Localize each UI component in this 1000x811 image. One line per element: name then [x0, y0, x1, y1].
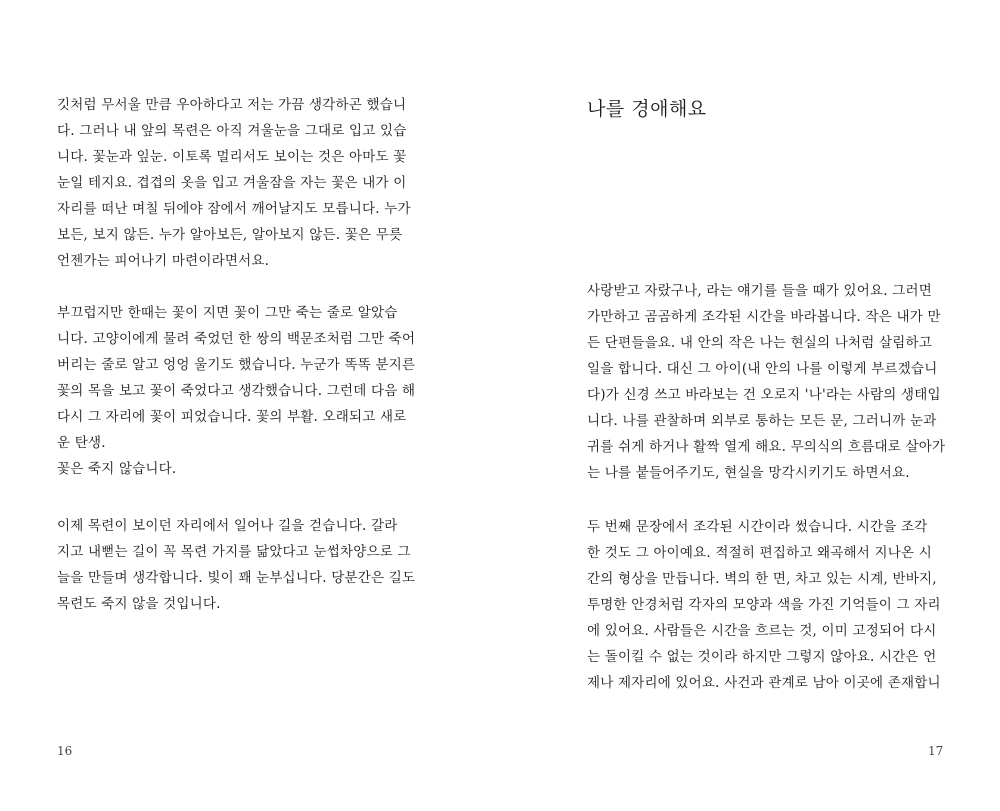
text-line: 사랑받고 자랐구나, 라는 얘기를 들을 때가 있어요. 그러면: [587, 283, 932, 299]
text-line: 간의 형상을 만듭니다. 벽의 한 면, 차고 있는 시계, 반바지,: [587, 571, 937, 587]
text-line: 보든, 보지 않든. 누가 알아보든, 알아보지 않든. 꽃은 무릇: [57, 227, 403, 243]
text-line: 꽃은 죽지 않습니다.: [57, 461, 177, 477]
text-line: 다. 그러나 내 앞의 목련은 아직 겨울눈을 그대로 입고 있습: [57, 123, 407, 139]
text-line: 는 나를 붙들어주기도, 현실을 망각시키기도 하면서요.: [587, 465, 910, 481]
text-line: 일을 합니다. 대신 그 아이(내 안의 나를 이렇게 부르겠습니: [587, 361, 938, 377]
right-page: [500, 0, 1000, 811]
text-line: 는 돌이킬 수 없는 것이라 하지만 그렇지 않아요. 시간은 언: [587, 649, 937, 665]
text-line: 다시 그 자리에 꽃이 피었습니다. 꽃의 부활. 오래되고 새로: [57, 409, 407, 425]
text-line: 언젠가는 피어나기 마련이라면서요.: [57, 253, 270, 269]
text-line: 니다. 꽃눈과 잎눈. 이토록 멀리서도 보이는 것은 아마도 꽃: [57, 149, 407, 165]
text-line: 가만하고 곰곰하게 조각된 시간을 바라봅니다. 작은 내가 만: [587, 309, 941, 325]
text-line: 부끄럽지만 한때는 꽃이 지면 꽃이 그만 죽는 줄로 알았습: [57, 305, 398, 321]
text-line: 니다. 고양이에게 물려 죽었던 한 쌍의 백문조처럼 그만 죽어: [57, 331, 416, 347]
text-line: 꽃의 목을 보고 꽃이 죽었다고 생각했습니다. 그런데 다음 해: [57, 383, 416, 399]
text-line: 니다. 나를 관찰하며 외부로 통하는 모든 문, 그러니까 눈과: [587, 413, 937, 429]
text-line: 늘을 만들며 생각합니다. 빛이 꽤 눈부십니다. 당분간은 길도: [57, 570, 416, 586]
text-line: 한 것도 그 아이예요. 적절히 편집하고 왜곡해서 지나온 시: [587, 545, 932, 561]
text-line: 눈일 테지요. 겹겹의 옷을 입고 겨울잠을 자는 꽃은 내가 이: [57, 175, 407, 191]
text-line: 버리는 줄로 알고 엉엉 울기도 했습니다. 누군가 똑똑 분지른: [57, 357, 416, 373]
text-line: 목련도 죽지 않을 것입니다.: [57, 596, 221, 612]
text-line: 이제 목련이 보이던 자리에서 일어나 길을 걷습니다. 갈라: [57, 518, 398, 534]
chapter-title: 나를 경애해요: [587, 98, 707, 120]
text-line: 제나 제자리에 있어요. 사건과 관계로 남아 이곳에 존재합니: [587, 675, 941, 691]
text-line: 깃처럼 무서울 만큼 우아하다고 저는 가끔 생각하곤 했습니: [57, 97, 407, 113]
text-line: 에 있어요. 사람들은 시간을 흐르는 것, 이미 고정되어 다시: [587, 623, 937, 639]
text-line: 귀를 쉬게 하거나 활짝 열게 해요. 무의식의 흐름대로 살아가: [587, 439, 946, 455]
text-line: 지고 내뻗는 길이 꼭 목련 가지를 닮았다고 눈썹차양으로 그: [57, 544, 411, 560]
text-line: 자리를 떠난 며칠 뒤에야 잠에서 깨어날지도 모릅니다. 누가: [57, 201, 411, 217]
text-line: 투명한 안경처럼 각자의 모양과 색을 가진 기억들이 그 자리: [587, 597, 941, 613]
text-line: 든 단편들을요. 내 안의 작은 나는 현실의 나처럼 살림하고: [587, 335, 932, 351]
text-line: 다)가 신경 쓰고 바라보는 건 오로지 '나'라는 사람의 생태입: [587, 387, 941, 403]
page-number: 16: [57, 744, 73, 758]
page-number: 17: [928, 744, 944, 758]
text-line: 운 탄생.: [57, 435, 106, 451]
text-line: 두 번째 문장에서 조각된 시간이라 썼습니다. 시간을 조각: [587, 519, 928, 535]
